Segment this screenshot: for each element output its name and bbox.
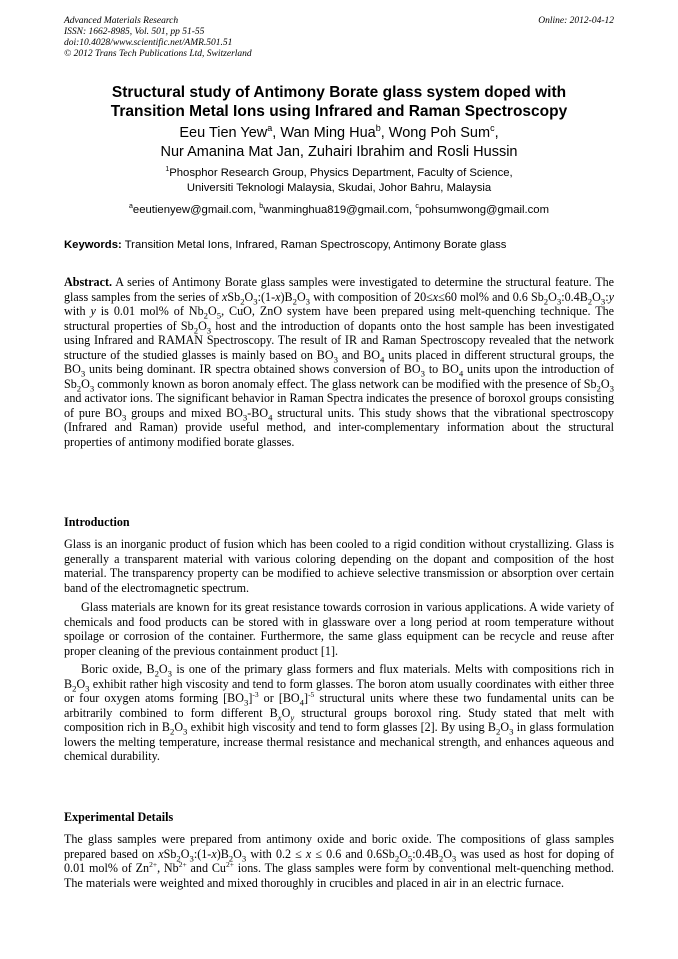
email-c-mark: c: [415, 203, 419, 211]
title-line-1: Structural study of Antimony Borate glass system doped with: [111, 84, 567, 101]
email-b: wanminghua819@gmail.com,: [263, 204, 416, 216]
author-1: Eeu Tien Yew: [179, 125, 268, 141]
authors-line-1: Eeu Tien Yew$^a$, Wan Ming Hua$^b$, Wong Poh Sum$^c$,: [179, 123, 499, 141]
email-b-mark: b: [259, 203, 264, 211]
author-3: Wong Poh Sum: [388, 125, 491, 141]
section-heading-introduction: Introduction: [64, 515, 130, 529]
author-emails: [64, 203, 614, 217]
affiliation-mark: 1: [165, 166, 170, 174]
author-2-mark: b: [375, 123, 381, 134]
affiliation-text-1: Phosphor Research Group, Physics Department, Faculty of Science,: [169, 167, 513, 179]
abstract-label: Abstract.: [64, 275, 113, 289]
intro-paragraph-2: Glass materials are known for its great resistance towards corrosion in various applications. A wide variety of chemicals and food products can be stored with in glassware over a long period at room temperature without spoilage or corrosion of the container. Furthermore, the same glass equipment can be recycle and reuse after proper cleaning of the previous containment product [1].: [64, 600, 614, 658]
journal-doi: doi:10.4028/www.scientific.net/AMR.501.51: [64, 38, 233, 48]
keywords-label: Keywords:: [64, 239, 122, 251]
author-2: Wan Ming Hua: [280, 125, 376, 141]
affiliation-line-2: Universiti Teknologi Malaysia, Skudai, Johor Bahru, Malaysia: [186, 181, 492, 194]
title-line-2: Transition Metal Ions using Infrared and Raman Spectroscopy: [110, 103, 568, 120]
abstract: Abstract. A series of Antimony Borate glass samples were investigated to determine the structural feature. The glass samples from the series of $xSb_2O_3:(1-x)B_2O_3$ with composition of 20≤x≤60 mol% and 0.6 $Sb_2O_3:0.4B_2O_3:y$ with y is 0.01 mol% of $Nb_2O_5$, CuO, ZnO system have been prepared using melt-quenching technique. The structural properties of $Sb_2O_3$ host and the introduction of dopants onto the host sample has been investigated using Infrared and RAMAN Spectroscopy. The result of IR and Raman Spectroscopy revealed that the network structure of the studied glasses is mainly based on $BO_3$ and $BO_4$ units placed in different structural groups, the $BO_3$ units being dominant. IR spectra obtained shows conversion of $BO_3$ to $BO_4$ units upon the introduction of $Sb_2O_3$ commonly known as boron anomaly effect. The glass network can be modified with the presence of $Sb_2O_3$ and activator ions. The significant behavior in Raman Spectra indicates the presence of boroxol groups consisting of pure $BO_3$ groups and mixed $BO_3-BO_4$ structural units. This study shows that the vibrational spectroscopy (Infrared and Raman) provide useful method, and inter-complementary information about the structural properties of antimony modified borate glasses.: [64, 275, 615, 449]
paper-title: [64, 83, 614, 121]
journal-header: [64, 16, 252, 60]
authors-line-2: Nur Amanina Mat Jan, Zuhairi Ibrahim and Rosli Hussin: [160, 144, 518, 160]
online-date: Online: 2012-04-12: [538, 16, 614, 26]
keywords-text: Transition Metal Ions, Infrared, Raman Spectroscopy, Antimony Borate glass: [121, 239, 507, 251]
journal-name: Advanced Materials Research: [64, 16, 179, 26]
author-1-mark: a: [267, 123, 273, 134]
intro-paragraph-3: Boric oxide, $B_2O_3$ is one of the primary glass formers and flux materials. Melts with compositions rich in $B_2O_3$ exhibit rather high viscosity and tend to form glasses. The boron atom usually coordinates with either three or four oxygen atoms forming $[BO_3]^{-3}$ or $[BO_4]^{-5}$ structural units where these two fundamental units can be arbitrarily combined to form different $B_xO_y$ structural groups boroxol ring. Study stated that melt with composition rich in $B_2O_3$ exhibit high viscosity and tend to form glasses [2]. By using $B_2O_3$ in glass formulation lowers the melting temperature, increase thermal resistance and mechanical strength, and enhances aqueous and chemical durability.: [64, 662, 615, 763]
keywords: [64, 238, 616, 252]
author-3-mark: c: [490, 123, 495, 134]
affiliation-line-1: [64, 166, 614, 181]
author-list: [64, 124, 614, 162]
experimental-paragraph-1: The glass samples were prepared from antimony oxide and boric oxide. The compositions of glass samples prepared based on $xSb_2O_3:(1-x)B_2O_3$ with 0.2 ≤ x ≤ 0.6 and $0.6Sb_2O_5:0.4B_2O_3$ was used as host for doping of 0.01 mol% of $Zn^{2+}$, $Nb^{2+}$ and $Cu^{2+}$ ions. The glass samples were form by conventional melt-quenching method. The materials were weighted and mixed thoroughly in crucibles and placed in air in an electric furnace.: [64, 832, 615, 890]
affiliation: [64, 166, 614, 195]
intro-paragraph-1: Glass is an inorganic product of fusion which has been cooled to a rigid condition without crystallizing. Glass is generally a transparent material with various coloring depending on the dopant and composition of the host material. The transparency property can be modified to achieve selective transmission or absorption over certain band of the electromagnetic spectrum.: [64, 537, 614, 595]
journal-issn: ISSN: 1662-8985, Vol. 501, pp 51-55: [64, 27, 205, 37]
journal-copyright: © 2012 Trans Tech Publications Ltd, Switzerland: [64, 49, 252, 59]
email-a-mark: a: [129, 203, 133, 211]
email-a: eeutienyew@gmail.com,: [132, 204, 260, 216]
section-heading-experimental: Experimental Details: [64, 810, 174, 824]
email-c: pohsumwong@gmail.com: [418, 204, 549, 216]
